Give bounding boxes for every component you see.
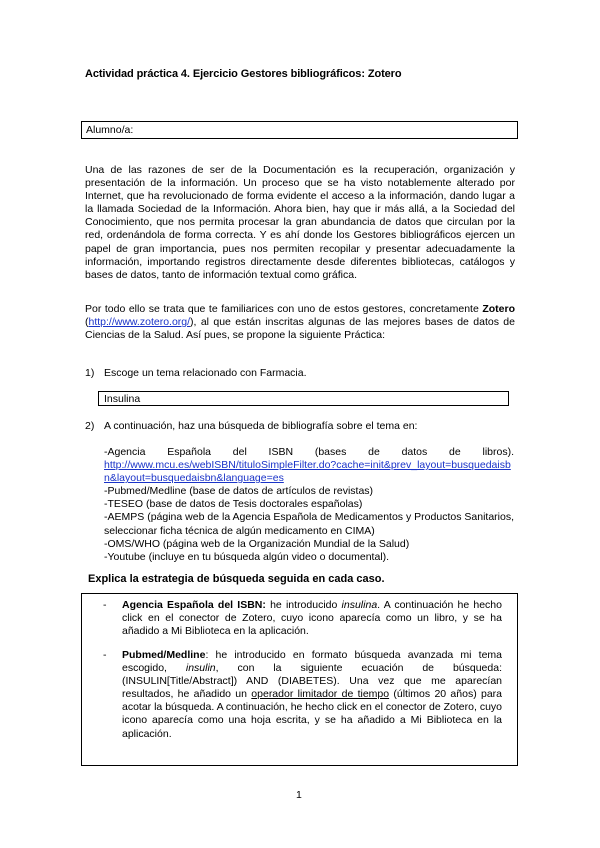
source-youtube: -Youtube (incluye en tu búsqueda algún video o documental). xyxy=(104,550,390,563)
question-2-text: A continuación, haz una búsqueda de bibliografía sobre el tema en: xyxy=(104,420,418,432)
explanation-isbn-text-1: he introducido xyxy=(265,599,342,611)
explanation-isbn-text-2: . A continuación he hecho click en el conector de Zotero, cuyo icono aparecía como un libro, y se ha añadido a Mi Biblioteca en la aplicación. xyxy=(122,599,502,638)
explanation-pubmed-text-1: : he introducido en formato búsqueda avanzada mi tema escogido, xyxy=(122,649,502,675)
intro-paragraph: Una de las razones de ser de la Documentación es la recuperación, organización y presentación de la información. Un proceso que se ha visto notablemente alterado por Internet, que ha revolucionado de forma evidente el acceso a la información, dando lugar a la llamada Sociedad de la Información. Ahora bien, hay que ir más allá, a la Sociedad del Conocimiento, que nos permita procesar la gran abundancia de datos que circulan por la red, ordenándola de forma correcta. Y es ahí donde los Gestores bibliográficos ejercen un papel de gran importancia, pues nos permiten recopilar y presentar adecuadamente la información, importando registros directamente desde diferentes bibliotecas, catálogos y bases de datos, tanto de información textual como gráfica. xyxy=(85,164,515,281)
zotero-link[interactable]: http://www.zotero.org/ xyxy=(88,316,191,329)
question-1-text: Escoge un tema relacionado con Farmacia. xyxy=(104,367,307,379)
zotero-paragraph-text-1: Por todo ello se trata que te familiarices con uno de estos gestores, concretamente xyxy=(85,303,483,315)
isbn-link[interactable]: http://www.mcu.es/webISBN/tituloSimpleFilter.do?cache=init&prev_layout=busquedaisbn&layout=busquedaisbn&language=es xyxy=(104,459,511,485)
topic-answer-field[interactable] xyxy=(98,391,509,406)
explanation-pubmed-heading: Pubmed/Medline xyxy=(122,649,206,661)
source-oms: -OMS/WHO (página web de la Organización Mundial de la Salud) xyxy=(104,537,410,550)
question-2 xyxy=(85,420,417,432)
explanation-pubmed-text-2: , con la siguiente ecuación de búsqueda: (INSULIN[Title/Abstract]) AND (DIABETES). Una vez que me aparecían resultados, he añadido un xyxy=(122,662,502,701)
explanation-isbn xyxy=(103,599,502,638)
source-pubmed: -Pubmed/Medline (base de datos de artículos de revistas) xyxy=(104,485,374,498)
explanation-isbn-term: insulina xyxy=(341,599,378,611)
student-name-label: Alumno/a: xyxy=(86,124,134,136)
explanation-isbn-heading: Agencia Española del ISBN: xyxy=(122,599,266,611)
question-1-number: 1) xyxy=(85,367,95,379)
zotero-paragraph xyxy=(85,303,515,342)
bullet-dash: - xyxy=(103,649,107,661)
bullet-dash: - xyxy=(103,599,107,611)
page-number: 1 xyxy=(296,789,302,801)
zotero-name: Zotero xyxy=(482,303,515,315)
zotero-paragraph-text-2: ), al que están inscritas algunas de las mejores bases de datos de Ciencias de la Salud. Así pues, se propone la siguiente Práctica: xyxy=(85,316,515,342)
source-teseo: -TESEO (base de datos de Tesis doctorales españolas) xyxy=(104,498,363,511)
source-aemps: -AEMPS (página web de la Agencia Española de Medicamentos y Productos Sanitarios, seleccionar ficha técnica de algún medicamento en CIMA) xyxy=(104,511,514,537)
source-list xyxy=(104,446,514,564)
explanation-box[interactable] xyxy=(81,593,518,766)
explanation-pubmed-term: insulin xyxy=(185,662,216,675)
explanation-pubmed-operator: operador limitador de tiempo xyxy=(251,688,390,701)
source-isbn: -Agencia Española del ISBN (bases de datos de libros). xyxy=(104,446,514,458)
zotero-paragraph-paren: ( xyxy=(85,316,89,329)
explanation-pubmed-text-3: (últimos 20 años) para acotar la búsqueda. A continuación, he hecho click en el conector de Zotero, cuyo icono aparecía como una hoja escrita, y se ha añadido a Mi Biblioteca en la aplicación. xyxy=(122,688,503,740)
explanation-pubmed xyxy=(103,649,503,741)
topic-answer-text: Insulina xyxy=(104,393,141,405)
explain-heading: Explica la estrategia de búsqueda seguida en cada caso. xyxy=(88,573,385,585)
question-2-number: 2) xyxy=(85,420,95,432)
student-name-field[interactable] xyxy=(81,121,518,139)
document-title: Actividad práctica 4. Ejercicio Gestores bibliográficos: Zotero xyxy=(85,68,402,80)
question-1 xyxy=(85,367,307,379)
